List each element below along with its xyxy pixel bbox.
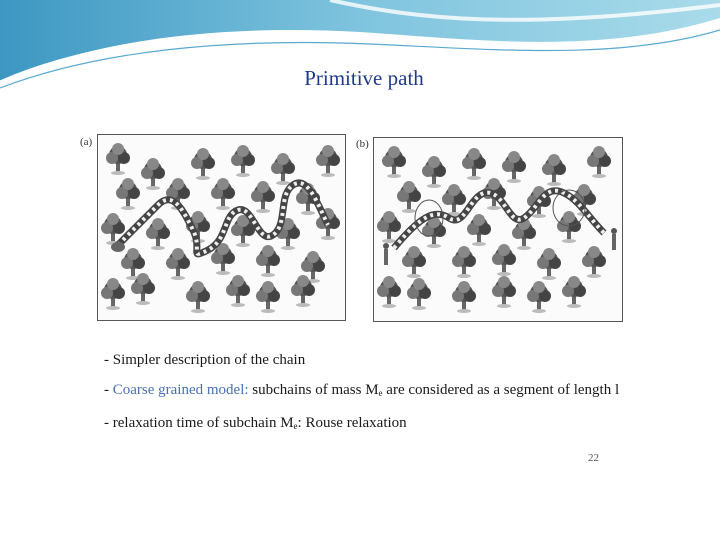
page-number: 22 [588, 452, 599, 464]
panel-b-label: (b) [356, 138, 369, 150]
trees-and-snake-figure-a [98, 135, 345, 320]
panel-a-label: (a) [80, 136, 93, 148]
bullet-relaxation-time: - relaxation time of subchain $M_e$: Rouse relaxation [104, 415, 407, 431]
person-left-figure [383, 243, 389, 265]
trees-and-snake-figure-b [374, 138, 622, 321]
bullet-list [104, 351, 624, 447]
coarse-grained-highlight: Coarse grained model: [112, 382, 249, 398]
bullet-coarse-grained: - Coarse grained model: subchains of mass $M_e$ are considered as a segment of length l [104, 382, 620, 398]
panel-a-illustration [97, 134, 346, 321]
panel-b-illustration [373, 137, 623, 322]
slide-title: Primitive path [304, 66, 424, 90]
bullet-simpler-description: - Simpler description of the chain [104, 352, 306, 368]
person-right-figure [611, 228, 617, 250]
